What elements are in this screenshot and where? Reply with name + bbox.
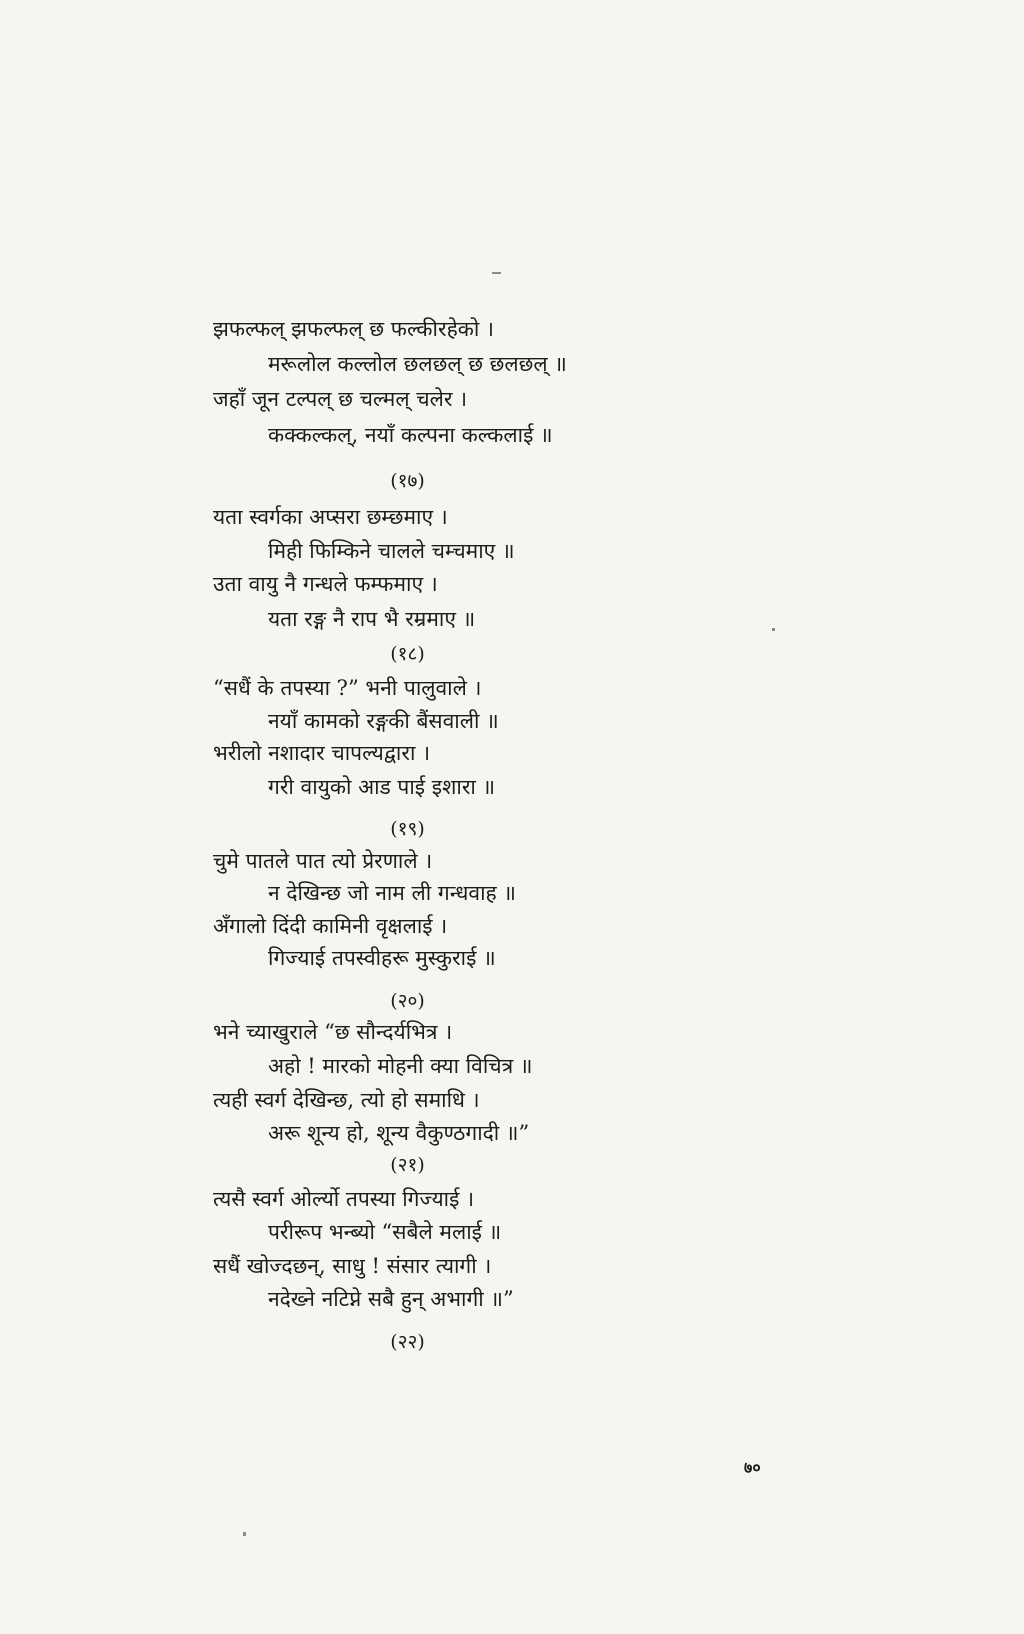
stanza-number: (१८) <box>390 643 425 665</box>
verse-line: “सधैं के तपस्या ?” भनी पालुवाले । <box>213 676 482 700</box>
verse-line: न देखिन्छ जो नाम ली गन्धवाह ॥ <box>268 881 516 905</box>
verse-line: कक्कल्कल्, नयाँ कल्पना कल्कलाई ॥ <box>268 423 553 447</box>
verse-line: उता वायु नै गन्धले फम्फमाए । <box>213 572 438 596</box>
verse-line: यता स्वर्गका अप्सरा छम्छमाए । <box>213 505 448 529</box>
verse-line: अँगालो दिंदी कामिनी वृक्षलाई । <box>213 914 448 938</box>
stanza-number: (२०) <box>390 990 425 1012</box>
verse-line: मरूलोल कल्लोल छलछल् छ छलछल् ॥ <box>268 352 567 376</box>
verse-line: नयाँ कामको रङ्गकी बैंसवाली ॥ <box>268 709 499 733</box>
verse-line: चुमे पातले पात त्यो प्रेरणाले । <box>213 849 433 873</box>
verse-line: गिज्याई तपस्वीहरू मुस्कुराई ॥ <box>268 946 496 970</box>
verse-line: जहाँ जून टल्पल् छ चल्मल् चलेर । <box>213 387 468 411</box>
page-number: ७० <box>744 1458 761 1477</box>
stanza-number: (१७) <box>390 470 425 492</box>
verse-line: अरू शून्य हो, शून्य वैकुण्ठगादी ॥” <box>268 1121 530 1145</box>
verse-line: त्यही स्वर्ग देखिन्छ, त्यो हो समाधि । <box>213 1088 480 1112</box>
verse-line: भरीलो नशादार चापल्यद्वारा । <box>213 741 431 765</box>
stanza-number: (२१) <box>390 1154 425 1176</box>
scan-mark <box>772 628 775 631</box>
verse-line: त्यसै स्वर्ग ओर्ल्यो तपस्या गिज्याई । <box>213 1187 475 1211</box>
verse-line: भने च्याखुराले “छ सौन्दर्यभित्र । <box>213 1020 453 1044</box>
verse-line: सधैं खोज्दछन्, साधु ! संसार त्यागी । <box>213 1254 492 1278</box>
stanza-number: (२२) <box>390 1331 425 1353</box>
scan-mark <box>492 272 501 274</box>
verse-line: झफल्फल् झफल्फल् छ फल्कीरहेको । <box>213 317 494 341</box>
verse-line: अहो ! मारको मोहनी क्या विचित्र ॥ <box>268 1054 533 1078</box>
scan-mark <box>243 1532 246 1536</box>
verse-line: नदेख्ने नटिप्ने सबै हुन् अभागी ॥” <box>268 1287 514 1311</box>
verse-line: यता रङ्ग नै राप भै रम्रमाए ॥ <box>268 607 476 631</box>
verse-line: परीरूप भन्ब्यो “सबैले मलाई ॥ <box>268 1220 502 1244</box>
verse-line: गरी वायुको आड पाई इशारा ॥ <box>268 775 496 799</box>
verse-line: मिही फिम्किने चालले चम्चमाए ॥ <box>268 539 515 563</box>
stanza-number: (१९) <box>390 818 425 840</box>
